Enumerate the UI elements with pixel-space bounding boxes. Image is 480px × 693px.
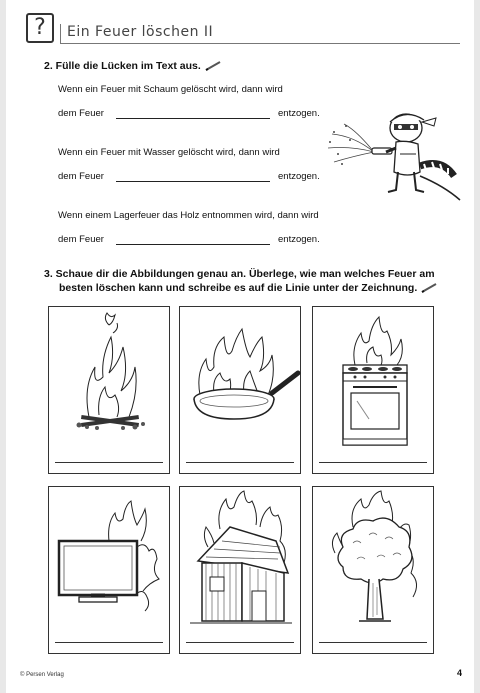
picture-card-stove: [312, 306, 434, 474]
house-fire-icon: [180, 487, 302, 655]
pencil-icon: [420, 283, 438, 293]
worksheet-header: [20, 10, 460, 44]
task-2-heading: [44, 60, 222, 72]
page-title: Ein Feuer löschen II: [67, 24, 214, 40]
picture-card-house: [179, 486, 301, 654]
tree-fire-icon: [313, 487, 435, 655]
title-frame: [60, 24, 460, 44]
sentence-3-line1: Wenn einem Lagerfeuer das Holz entnommen wird, dann wird: [58, 210, 319, 221]
picture-card-campfire: [48, 306, 170, 474]
sentence-1-line1: Wenn ein Feuer mit Schaum gelöscht wird, dann wird: [58, 84, 283, 95]
task-3-heading-line1: 3. Schaue dir die Abbildungen genau an. Überlege, wie man welches Feuer am: [44, 268, 435, 280]
sentence-2-prefix: dem Feuer: [58, 171, 104, 182]
pencil-icon: [204, 61, 222, 71]
stove-fire-icon: [313, 307, 435, 475]
answer-line-3[interactable]: [319, 462, 427, 463]
tv-fire-icon: [49, 487, 171, 655]
answer-line-1[interactable]: [55, 462, 163, 463]
worksheet-page: [6, 0, 474, 693]
sentence-2-suffix: entzogen.: [278, 171, 320, 182]
picture-card-television: [48, 486, 170, 654]
publisher-credit: © Persen Verlag: [20, 672, 64, 678]
task-3-heading-line2-wrap: [44, 282, 464, 294]
task-3-heading-line2: besten löschen kann und schreibe es auf die Linie unter der Zeichnung.: [59, 282, 418, 294]
picture-card-frying-pan: [179, 306, 301, 474]
firefighter-raccoon-icon: [324, 106, 464, 206]
task-2-heading-text: 2. Fülle die Lücken im Text aus.: [44, 60, 201, 72]
answer-blank-2[interactable]: [116, 181, 270, 182]
answer-line-6[interactable]: [319, 642, 427, 643]
answer-blank-3[interactable]: [116, 244, 270, 245]
task-3-heading: [44, 268, 464, 294]
sentence-3-suffix: entzogen.: [278, 234, 320, 245]
answer-line-5[interactable]: [186, 642, 294, 643]
picture-card-tree: [312, 486, 434, 654]
page-number: 4: [456, 668, 462, 678]
sentence-1-prefix: dem Feuer: [58, 108, 104, 119]
answer-blank-1[interactable]: [116, 118, 270, 119]
sentence-1-suffix: entzogen.: [278, 108, 320, 119]
sentence-3-prefix: dem Feuer: [58, 234, 104, 245]
answer-line-4[interactable]: [55, 642, 163, 643]
sentence-2-line1: Wenn ein Feuer mit Wasser gelöscht wird, dann wird: [58, 147, 280, 158]
campfire-icon: [49, 307, 171, 475]
answer-line-2[interactable]: [186, 462, 294, 463]
question-mark-icon: ?: [26, 13, 54, 43]
frying-pan-fire-icon: [180, 307, 302, 475]
